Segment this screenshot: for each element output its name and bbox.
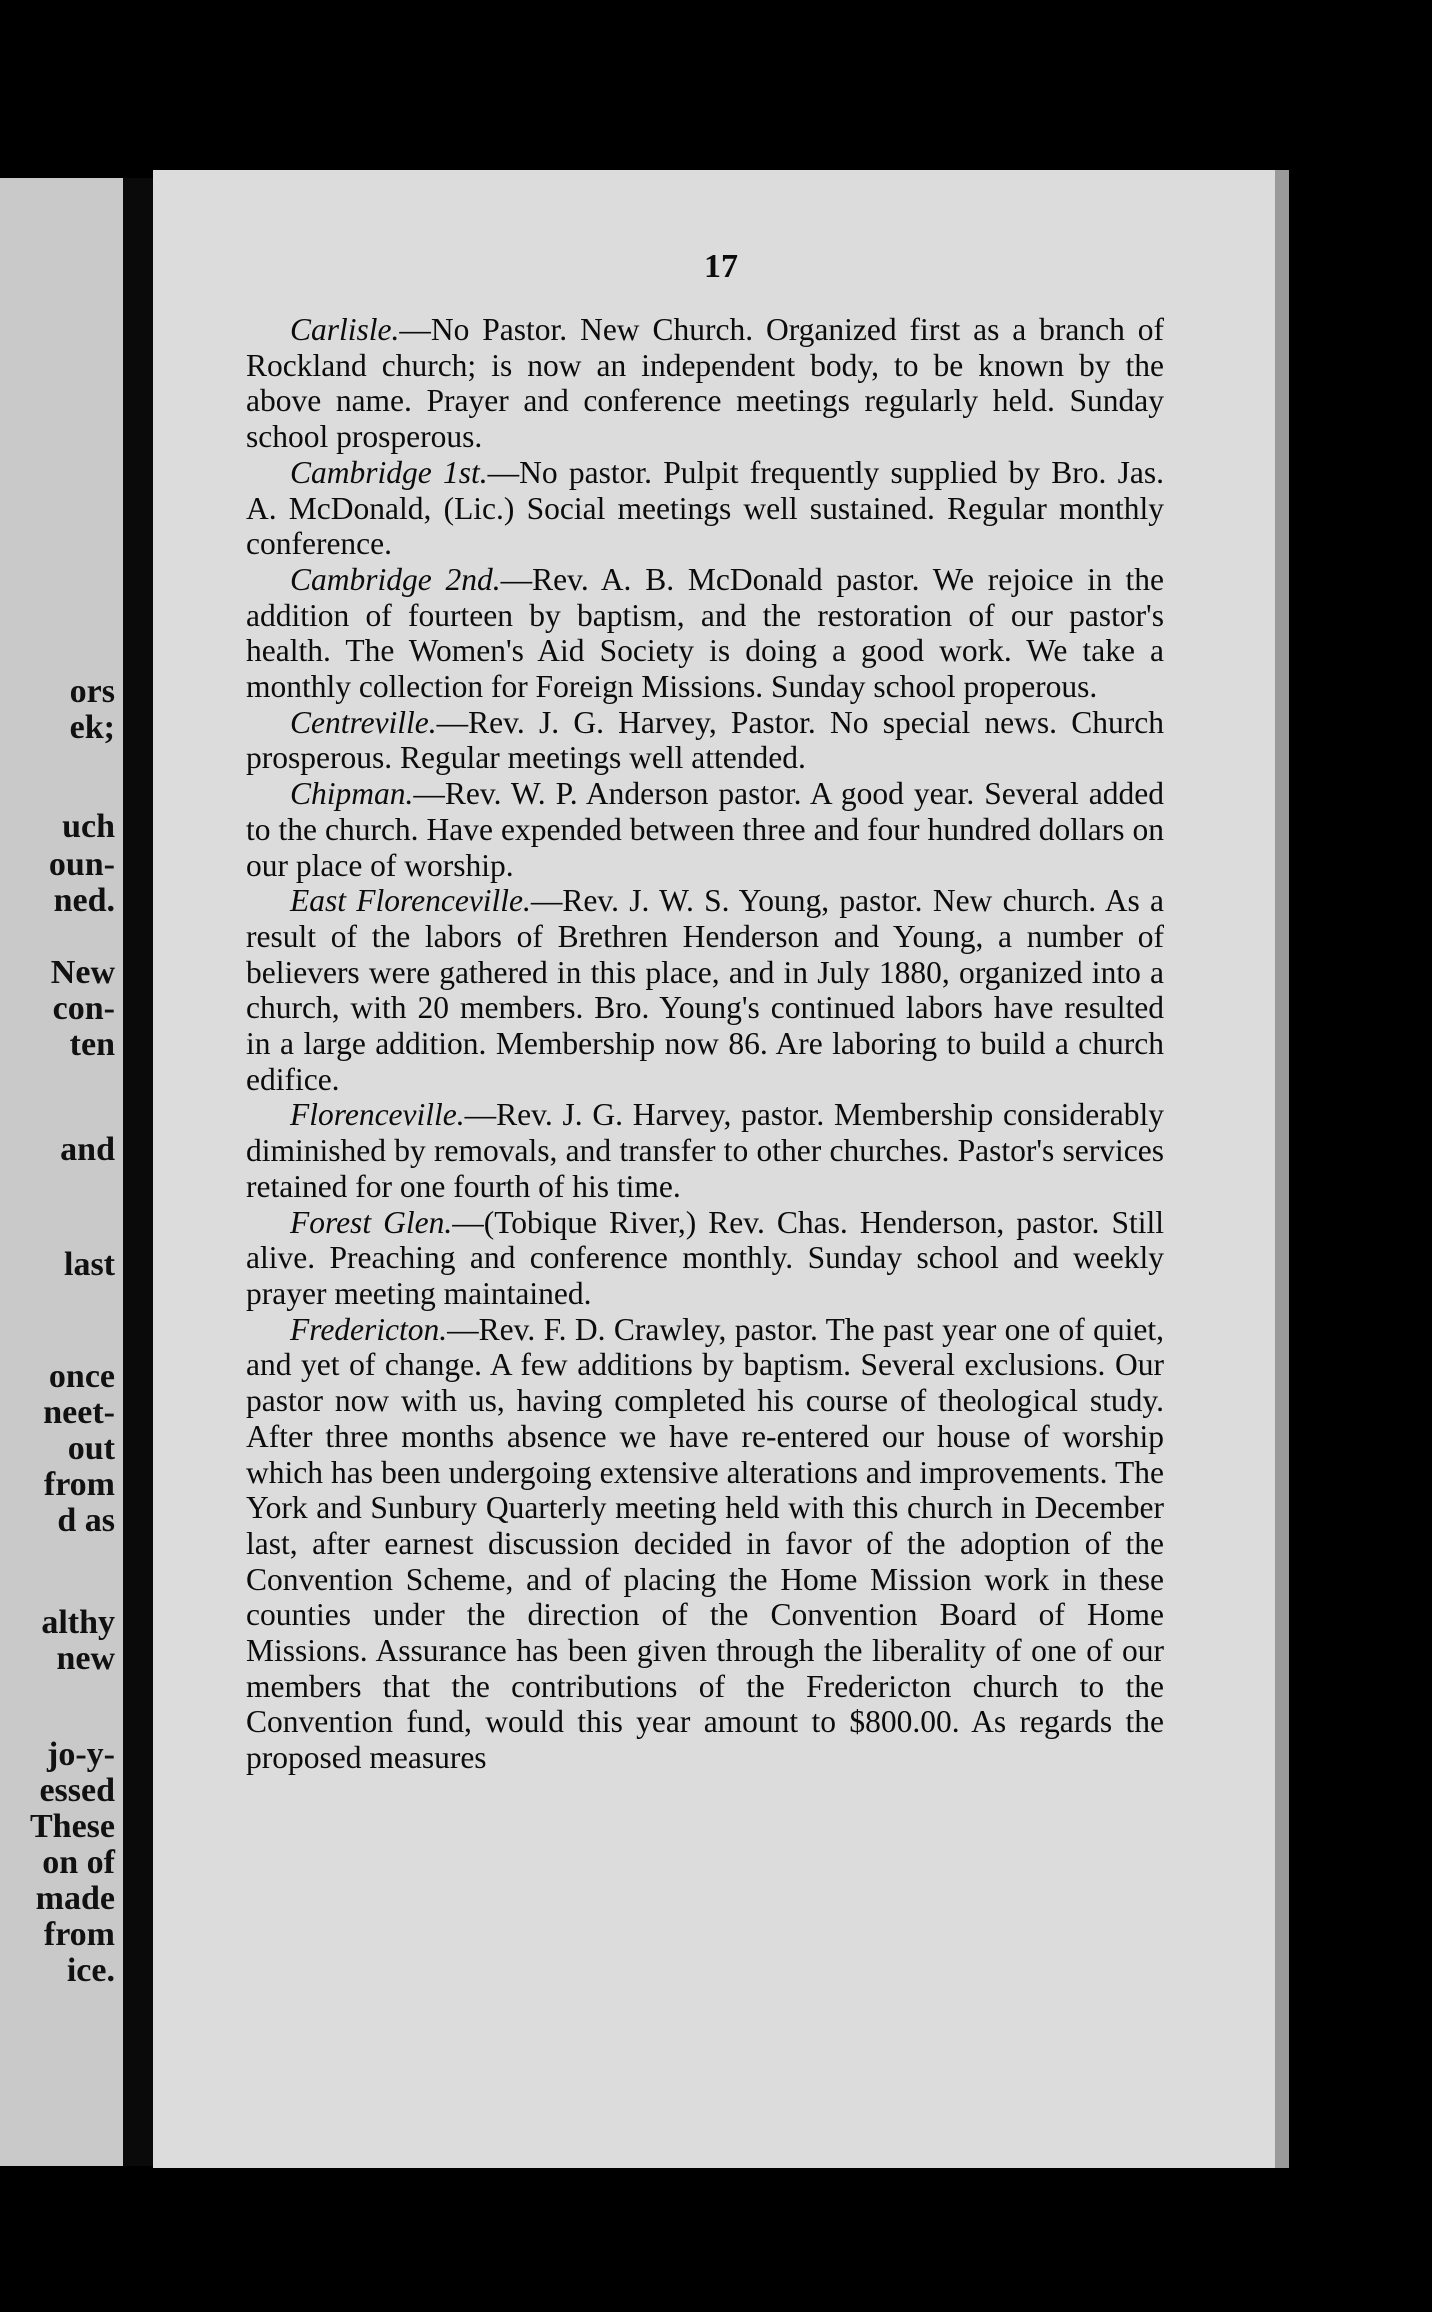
church-name: Forest Glen.: [290, 1204, 453, 1240]
church-name: Fredericton.: [290, 1311, 448, 1347]
paragraph-florenceville: [246, 1097, 1164, 1204]
left-page-fragment: essed: [39, 1772, 115, 1809]
left-page-fragment: ice.: [66, 1952, 115, 1989]
church-report: —No pastor. Pulpit frequently supplied by Bro. Jas. A. McDonald, (Lic.) Social meetings well sustained. Regular monthly conference.: [246, 454, 1164, 562]
left-page-fragment: d as: [57, 1502, 115, 1539]
left-page-fragment: con-: [52, 990, 115, 1027]
left-page-fragment: ek;: [69, 709, 115, 746]
left-page-fragment: once: [48, 1358, 115, 1395]
left-page-fragment: althy: [41, 1604, 115, 1641]
church-name: Carlisle.: [290, 312, 400, 347]
church-name: Centreville.: [290, 704, 437, 740]
left-page-fragment: out: [67, 1430, 115, 1467]
body-text: [246, 312, 1164, 1776]
church-name: Chipman.: [290, 776, 414, 812]
church-name: Cambridge 2nd.: [290, 561, 501, 597]
left-page-fragment: jo-y-: [47, 1736, 115, 1773]
left-page-edge: [0, 178, 123, 2166]
paragraph-fredericton: [246, 1312, 1164, 1776]
left-page-fragment: ors: [69, 673, 115, 710]
left-page-fragment: ten: [69, 1026, 115, 1063]
paragraph-cambridge-2nd: [246, 562, 1164, 705]
church-report: —(Tobique River,) Rev. Chas. Henderson, pastor. Still alive. Preaching and conference monthly. Sunday school and weekly prayer meeting maintained.: [246, 1204, 1164, 1311]
book-gutter: [123, 178, 153, 2166]
left-page-fragment: New: [50, 954, 115, 991]
church-name: Florenceville.: [290, 1097, 465, 1133]
left-page-fragment: last: [64, 1246, 115, 1283]
left-page-fragment: from: [43, 1466, 115, 1503]
page-edge-shadow: [1275, 170, 1289, 2168]
left-page-fragment: oun-: [48, 846, 115, 883]
left-page-fragment: on of: [42, 1844, 115, 1881]
church-name: Cambridge 1st.: [290, 454, 488, 490]
left-page-fragment: and: [60, 1131, 115, 1168]
left-page-fragment: from: [43, 1916, 115, 1953]
page-number: 17: [704, 248, 738, 285]
left-page-fragment: made: [35, 1880, 115, 1917]
page-17: [153, 170, 1289, 2168]
church-name: East Florenceville.: [290, 883, 531, 919]
paragraph-centreville: [246, 705, 1164, 776]
church-report: —No Pastor. New Church. Organized first as a branch of Rockland church; is now an independent body, to be known by the above name. Prayer and conference meetings regularly held. Sunday school prosperous.: [246, 312, 1164, 455]
church-report: —Rev. W. P. Anderson pastor. A good year. Several added to the church. Have expended between three and four hundred dollars on our place of worship.: [246, 776, 1164, 883]
church-report: —Rev. J. G. Harvey, Pastor. No special news. Church prosperous. Regular meetings well attended.: [246, 704, 1164, 776]
paragraph-forest-glen: [246, 1205, 1164, 1312]
left-page-fragment: new: [56, 1640, 115, 1677]
church-report: —Rev. F. D. Crawley, pastor. The past year one of quiet, and yet of change. A few additions by baptism. Several exclusions. Our pastor now with us, having completed his course of theological study. After three months absence we have re-entered our house of worship which has been undergoing extensive alterations and improvements. The York and Sunbury Quarterly meeting held with this church in December last, after earnest discussion decided in favor of the adoption of the Convention Scheme, and of placing the Home Mission work in these counties under the direction of the Convention Board of Home Missions. Assurance has been given through the liberality of one of our members that the contributions of the Fredericton church to the Convention fund, would this year amount to $800.00. As regards the proposed measures: [246, 1311, 1164, 1776]
church-report: —Rev. A. B. McDonald pastor. We rejoice in the addition of fourteen by baptism, and the restoration of our pastor's health. The Women's Aid Society is doing a good work. We take a monthly collection for Foreign Missions. Sunday school properous.: [246, 561, 1164, 705]
church-report: —Rev. J. W. S. Young, pastor. New church. As a result of the labors of Brethren Henderson and Young, a number of believers were gathered in this place, and in July 1880, organized into a church, with 20 members. Bro. Young's continued labors have resulted in a large addition. Membership now 86. Are laboring to build a church edifice.: [246, 883, 1165, 1097]
paragraph-chipman: [246, 776, 1164, 883]
left-page-fragment: ned.: [53, 882, 115, 919]
church-report: —Rev. J. G. Harvey, pastor. Membership considerably diminished by removals, and transfer to other churches. Pastor's services retained for one fourth of his time.: [246, 1097, 1164, 1204]
paragraph-cambridge-1st: [246, 455, 1164, 562]
paragraph-east-florenceville: [246, 883, 1164, 1097]
left-page-fragment: uch: [62, 808, 115, 845]
left-page-fragment: These: [30, 1808, 115, 1845]
left-page-fragment: neet-: [43, 1394, 115, 1431]
paragraph-carlisle: [246, 312, 1164, 455]
